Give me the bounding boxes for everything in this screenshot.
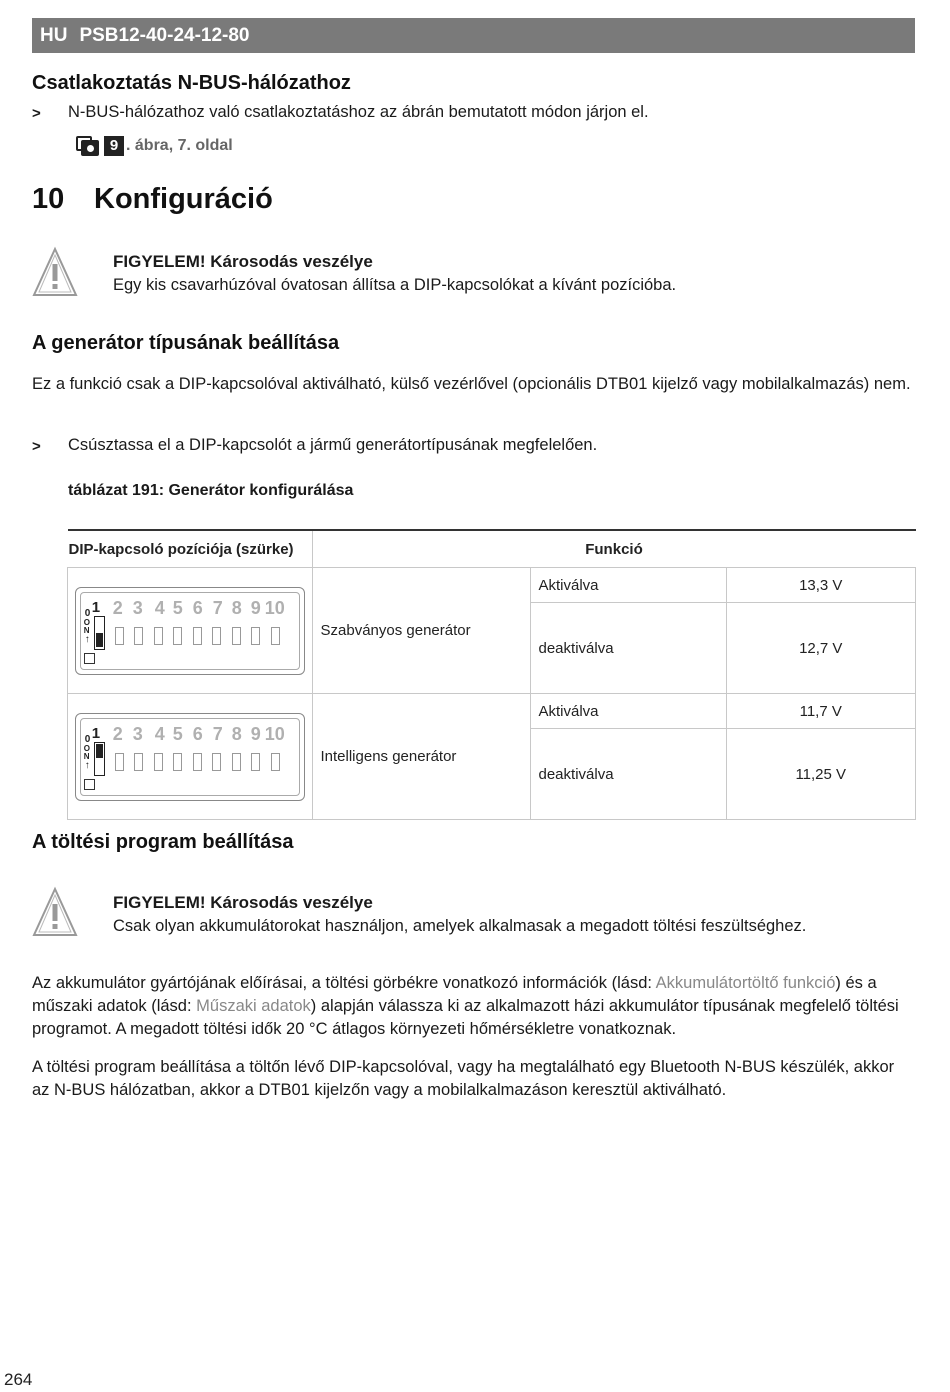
voltage-value: 11,7 V — [726, 694, 916, 729]
dip-number-label: 8 — [231, 723, 242, 744]
dip-switch-knob — [96, 633, 103, 647]
table-header-row — [68, 530, 916, 568]
warning-text: Csak olyan akkumulátorokat használjon, amelyek alkalmasak a megadott töltési feszültséghez. — [113, 917, 807, 935]
dip-switch — [115, 753, 124, 771]
dip-switch — [154, 627, 163, 645]
state-label: Aktiválva — [530, 568, 726, 603]
dip-switch — [115, 627, 124, 645]
dip-switch — [134, 753, 143, 771]
column-header-function: Funkció — [312, 530, 916, 568]
dip-switch-graphic — [75, 587, 305, 675]
dip-number-label: 5 — [172, 723, 183, 744]
dip-switch — [173, 627, 182, 645]
warning-title: FIGYELEM! Károsodás veszélye — [113, 893, 373, 912]
generator-instruction: Csúsztassa el a DIP-kapcsolót a jármű generátortípusának megfelelően. — [68, 436, 598, 454]
voltage-value: 11,25 V — [726, 729, 916, 820]
dip-number-label: 6 — [192, 597, 203, 618]
dip-switch — [232, 753, 241, 771]
section-title-nbus: Csatlakoztatás N-BUS-hálózathoz — [32, 72, 351, 94]
generator-type: Intelligens generátor — [312, 694, 530, 820]
warning-icon — [32, 246, 78, 298]
bullet-arrow-icon: > — [32, 105, 41, 122]
camera-icon — [76, 136, 98, 156]
nbus-instruction: N-BUS-hálózathoz való csatlakoztatáshoz az ábrán bemutatott módon járjon el. — [68, 103, 649, 121]
dip-switch — [212, 753, 221, 771]
dip-switch — [193, 627, 202, 645]
state-label: deaktiválva — [530, 603, 726, 694]
voltage-value: 12,7 V — [726, 603, 916, 694]
bullet-arrow-icon: > — [32, 438, 41, 455]
table-row — [68, 568, 916, 603]
dip-arrow-icon: ↑ — [84, 633, 90, 645]
generator-paragraph: Ez a funkció csak a DIP-kapcsolóval aktiválható, külső vezérlővel (opcionális DTB01 kijelző vagy mobilalkalmazás) nem. — [32, 375, 911, 393]
link-charger-function[interactable]: Akkumulátortöltő funkció — [655, 974, 836, 992]
dip-number-label: 1 — [91, 724, 101, 742]
dip-number-label: 4 — [154, 597, 165, 618]
dip-label-on: ON — [83, 617, 90, 635]
charging-paragraph-1 — [32, 972, 917, 1041]
column-header-dip: DIP-kapcsoló pozíciója (szürke) — [68, 530, 313, 568]
page-number: 264 — [4, 1370, 33, 1389]
dip-arrow-icon: ↑ — [84, 759, 90, 771]
language-code: HU — [40, 24, 68, 46]
dip-switch — [251, 753, 260, 771]
dip-square-marker — [84, 653, 95, 664]
dip-switch — [232, 627, 241, 645]
dip-switch-1 — [94, 742, 105, 776]
state-label: deaktiválva — [530, 729, 726, 820]
dip-switch — [173, 753, 182, 771]
section-title-generator: A generátor típusának beállítása — [32, 332, 340, 354]
dip-number-label: 7 — [212, 723, 223, 744]
dip-square-marker — [84, 779, 95, 790]
dip-number-label: 2 — [112, 597, 123, 618]
text-span: ) alapján válassza ki az alkalmazott házi akkumulátor típusának megfelelő töltési programot. A megadott töltési idők 20 °C átlagos környezeti hőmérsékletre vonatkoznak. — [32, 997, 899, 1038]
dip-number-label: 9 — [250, 723, 261, 744]
model-name: PSB12-40-24-12-80 — [79, 24, 250, 46]
generator-type: Szabványos generátor — [312, 568, 530, 694]
dip-number-label: 1 — [91, 598, 101, 616]
text-span: Az akkumulátor gyártójának előírásai, a töltési görbékre vonatkozó információk (lásd: — [32, 974, 656, 992]
chapter-number: 10 — [32, 183, 65, 215]
warning-icon — [32, 886, 78, 938]
dip-label-on: ON — [83, 743, 90, 761]
text-span: ) és a műszaki adatok (lásd: — [32, 974, 877, 1015]
dip-switch-knob — [96, 744, 103, 758]
figure-reference-text: . ábra, 7. oldal — [126, 137, 233, 154]
voltage-value: 13,3 V — [726, 568, 916, 603]
dip-number-label: 6 — [192, 723, 203, 744]
dip-switch-1 — [94, 616, 105, 650]
dip-number-label: 5 — [172, 597, 183, 618]
dip-number-label: 2 — [112, 723, 123, 744]
state-label: Aktiválva — [530, 694, 726, 729]
charging-paragraph-2: A töltési program beállítása a töltőn lévő DIP-kapcsolóval, vagy ha megtalálható egy Bluetooth N-BUS készülék, akkor az N-BUS hálózatban, akkor a DTB01 kijelzőn vagy a mobilalkalmazáson keresztül aktiválható. — [32, 1058, 895, 1099]
dip-switch — [271, 753, 280, 771]
dip-number-label: 7 — [212, 597, 223, 618]
dip-number-label: 10 — [264, 723, 285, 744]
link-technical-data[interactable]: Műszaki adatok — [196, 997, 311, 1015]
dip-switch-diagram-standard — [68, 568, 313, 694]
page-header — [32, 18, 915, 53]
dip-switch — [134, 627, 143, 645]
table-row — [68, 694, 916, 729]
dip-switch — [212, 627, 221, 645]
dip-switch-diagram-intelligent — [68, 694, 313, 820]
table-caption: táblázat 191: Generátor konfigurálása — [68, 482, 354, 499]
dip-label-zero: 0 — [84, 607, 91, 619]
warning-text: Egy kis csavarhúzóval óvatosan állítsa a DIP-kapcsolókat a kívánt pozícióba. — [113, 276, 677, 294]
figure-number: 9 — [104, 136, 124, 156]
dip-switch — [251, 627, 260, 645]
dip-switch — [271, 627, 280, 645]
dip-number-label: 8 — [231, 597, 242, 618]
dip-switch — [154, 753, 163, 771]
figure-reference[interactable] — [76, 136, 233, 156]
dip-number-label: 9 — [250, 597, 261, 618]
dip-switch-graphic — [75, 713, 305, 801]
dip-number-label: 10 — [264, 597, 285, 618]
dip-number-label: 4 — [154, 723, 165, 744]
dip-label-zero: 0 — [84, 733, 91, 745]
warning-title: FIGYELEM! Károsodás veszélye — [113, 252, 373, 271]
dip-number-label: 3 — [132, 723, 143, 744]
generator-config-table — [67, 529, 916, 820]
dip-switch — [193, 753, 202, 771]
dip-number-label: 3 — [132, 597, 143, 618]
section-title-charging: A töltési program beállítása — [32, 831, 294, 853]
chapter-title: Konfiguráció — [94, 183, 273, 215]
